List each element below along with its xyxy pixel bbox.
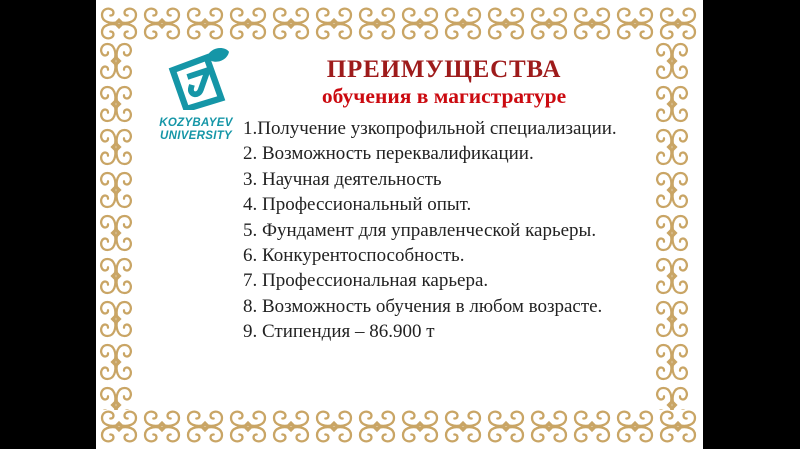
title-line1: ПРЕИМУЩЕСТВА <box>326 56 562 83</box>
ornament-border-bottom-icon <box>98 409 700 444</box>
advantages-list <box>243 116 683 345</box>
list-item: 1.Получение узкопрофильной специализации. <box>243 118 617 139</box>
slide-title <box>226 56 662 108</box>
list-item: 6. Конкурентоспособность. <box>243 245 465 267</box>
title-line2: обучения в магистратуре <box>321 84 567 108</box>
list-item: 5. Фундамент для управленческой карьеры. <box>243 219 597 241</box>
logo-text-line2: UNIVERSITY <box>159 129 232 142</box>
list-item: 3. Научная деятельность <box>243 168 442 190</box>
logo-text-line1: KOZYBAYEV <box>159 117 233 129</box>
list-item: 8. Возможность обучения в любом возрасте. <box>243 295 603 317</box>
list-item: 9. Стипендия – 86.900 т <box>243 321 435 343</box>
list-item: 4. Профессиональный опыт. <box>243 194 472 216</box>
presentation-slide <box>96 0 703 449</box>
list-item: 2. Возможность переквалификации. <box>243 143 534 165</box>
list-item: 7. Профессиональная карьера. <box>243 270 489 292</box>
ornament-border-top-icon <box>98 6 700 41</box>
ornament-border-left-icon <box>98 40 135 410</box>
